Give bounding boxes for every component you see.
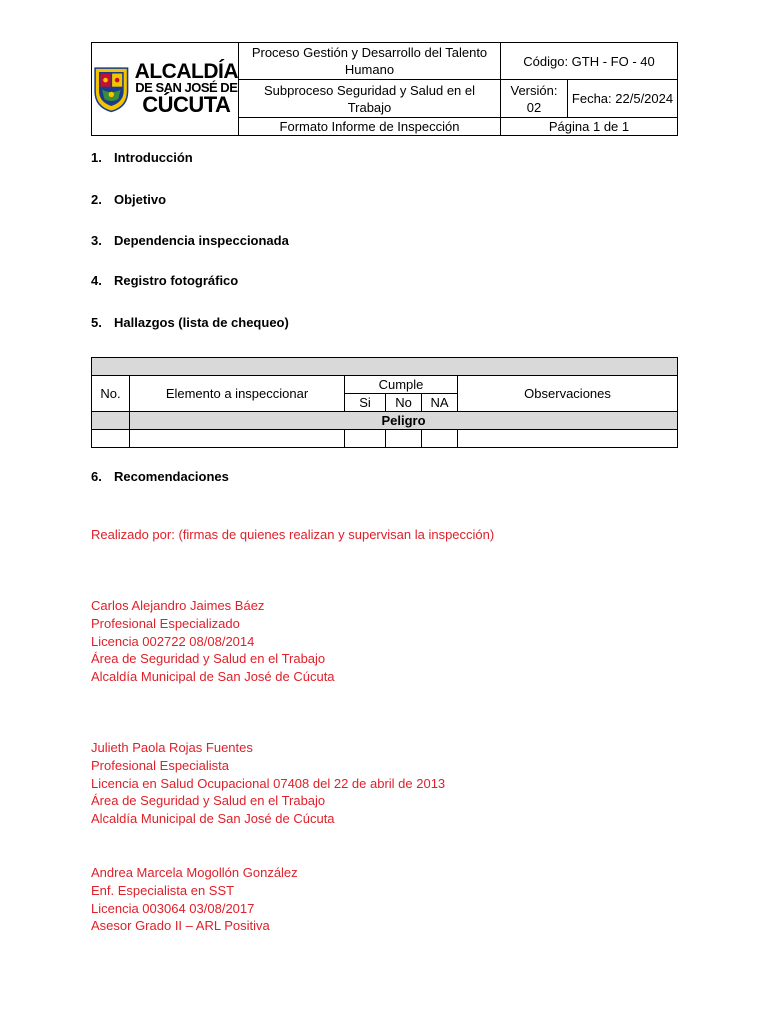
cell-element[interactable] xyxy=(130,430,345,448)
column-header-na: NA xyxy=(422,394,458,412)
section-heading: 5. Hallazgos (lista de chequeo) xyxy=(91,315,289,330)
signer-area: Área de Seguridad y Salud en el Trabajo xyxy=(91,651,326,667)
signer-name: Carlos Alejandro Jaimes Báez xyxy=(91,598,265,613)
column-header-no: No. xyxy=(92,376,130,412)
document-header-table xyxy=(91,42,678,136)
cell-na[interactable] xyxy=(422,430,458,448)
cell-observations[interactable] xyxy=(458,430,678,448)
logo-line-1: ALCALDÍA xyxy=(134,60,238,84)
section-heading: 4. Registro fotográfico xyxy=(91,273,239,288)
cell-no[interactable] xyxy=(92,430,130,448)
signer-name: Julieth Paola Rojas Fuentes xyxy=(91,740,253,755)
cell-no-option[interactable] xyxy=(386,430,422,448)
signature-block xyxy=(91,597,335,686)
signer-area: Área de Seguridad y Salud en el Trabajo xyxy=(91,793,326,809)
signer-license: Licencia 003064 03/08/2017 xyxy=(91,900,255,916)
process-cell: Proceso Gestión y Desarrollo del Talento Humano xyxy=(239,43,501,80)
column-header-no-option: No xyxy=(386,394,422,412)
column-header-observations: Observaciones xyxy=(458,376,678,412)
group-no-cell xyxy=(92,412,130,430)
page-number-cell: Página 1 de 1 xyxy=(501,118,678,136)
signer-name: Andrea Marcela Mogollón González xyxy=(91,865,298,880)
signer-license: Licencia en Salud Ocupacional 07408 del 22 de abril de 2013 xyxy=(91,775,446,791)
signer-license: Licencia 002722 08/08/2014 xyxy=(91,633,255,649)
signature-block xyxy=(91,864,298,935)
column-header-element: Elemento a inspeccionar xyxy=(130,376,345,412)
logo-line-2: DE SAN JOSÉ DE xyxy=(135,80,238,96)
signer-role: Profesional Especializado xyxy=(91,615,240,631)
checklist-title-bar xyxy=(92,358,678,376)
format-cell: Formato Informe de Inspección xyxy=(239,118,501,136)
version-cell: Versión: 02 xyxy=(501,80,568,118)
column-header-si: Si xyxy=(345,394,386,412)
inspection-checklist-table xyxy=(91,357,678,448)
group-label-peligro: Peligro xyxy=(130,412,678,430)
table-row xyxy=(92,430,678,448)
signer-role: Enf. Especialista en SST xyxy=(91,882,235,898)
logo-cell xyxy=(92,43,239,136)
coat-of-arms-icon xyxy=(92,58,131,120)
signer-org: Alcaldía Municipal de San José de Cúcuta xyxy=(91,669,335,685)
section-heading: 2. Objetivo xyxy=(91,192,167,207)
code-cell: Código: GTH - FO - 40 xyxy=(501,43,678,80)
logo-wordmark xyxy=(135,62,238,115)
date-cell: Fecha: 22/5/2024 xyxy=(568,80,678,118)
signatures-intro: Realizado por: (firmas de quienes realizan y supervisan la inspección) xyxy=(91,527,495,542)
signer-role: Profesional Especialista xyxy=(91,757,230,773)
cell-si[interactable] xyxy=(345,430,386,448)
signer-org: Alcaldía Municipal de San José de Cúcuta xyxy=(91,811,335,827)
section-heading: 3. Dependencia inspeccionada xyxy=(91,233,289,248)
logo-line-3: CÚCUTA xyxy=(142,91,231,117)
alcaldia-logo xyxy=(92,43,238,135)
signer-area: Asesor Grado II – ARL Positiva xyxy=(91,918,270,934)
column-header-complies: Cumple xyxy=(345,376,458,394)
section-heading: 6. Recomendaciones xyxy=(91,469,229,484)
signature-block xyxy=(91,739,445,828)
subprocess-cell: Subproceso Seguridad y Salud en el Trabajo xyxy=(239,80,501,118)
section-heading: 1. Introducción xyxy=(91,150,193,165)
